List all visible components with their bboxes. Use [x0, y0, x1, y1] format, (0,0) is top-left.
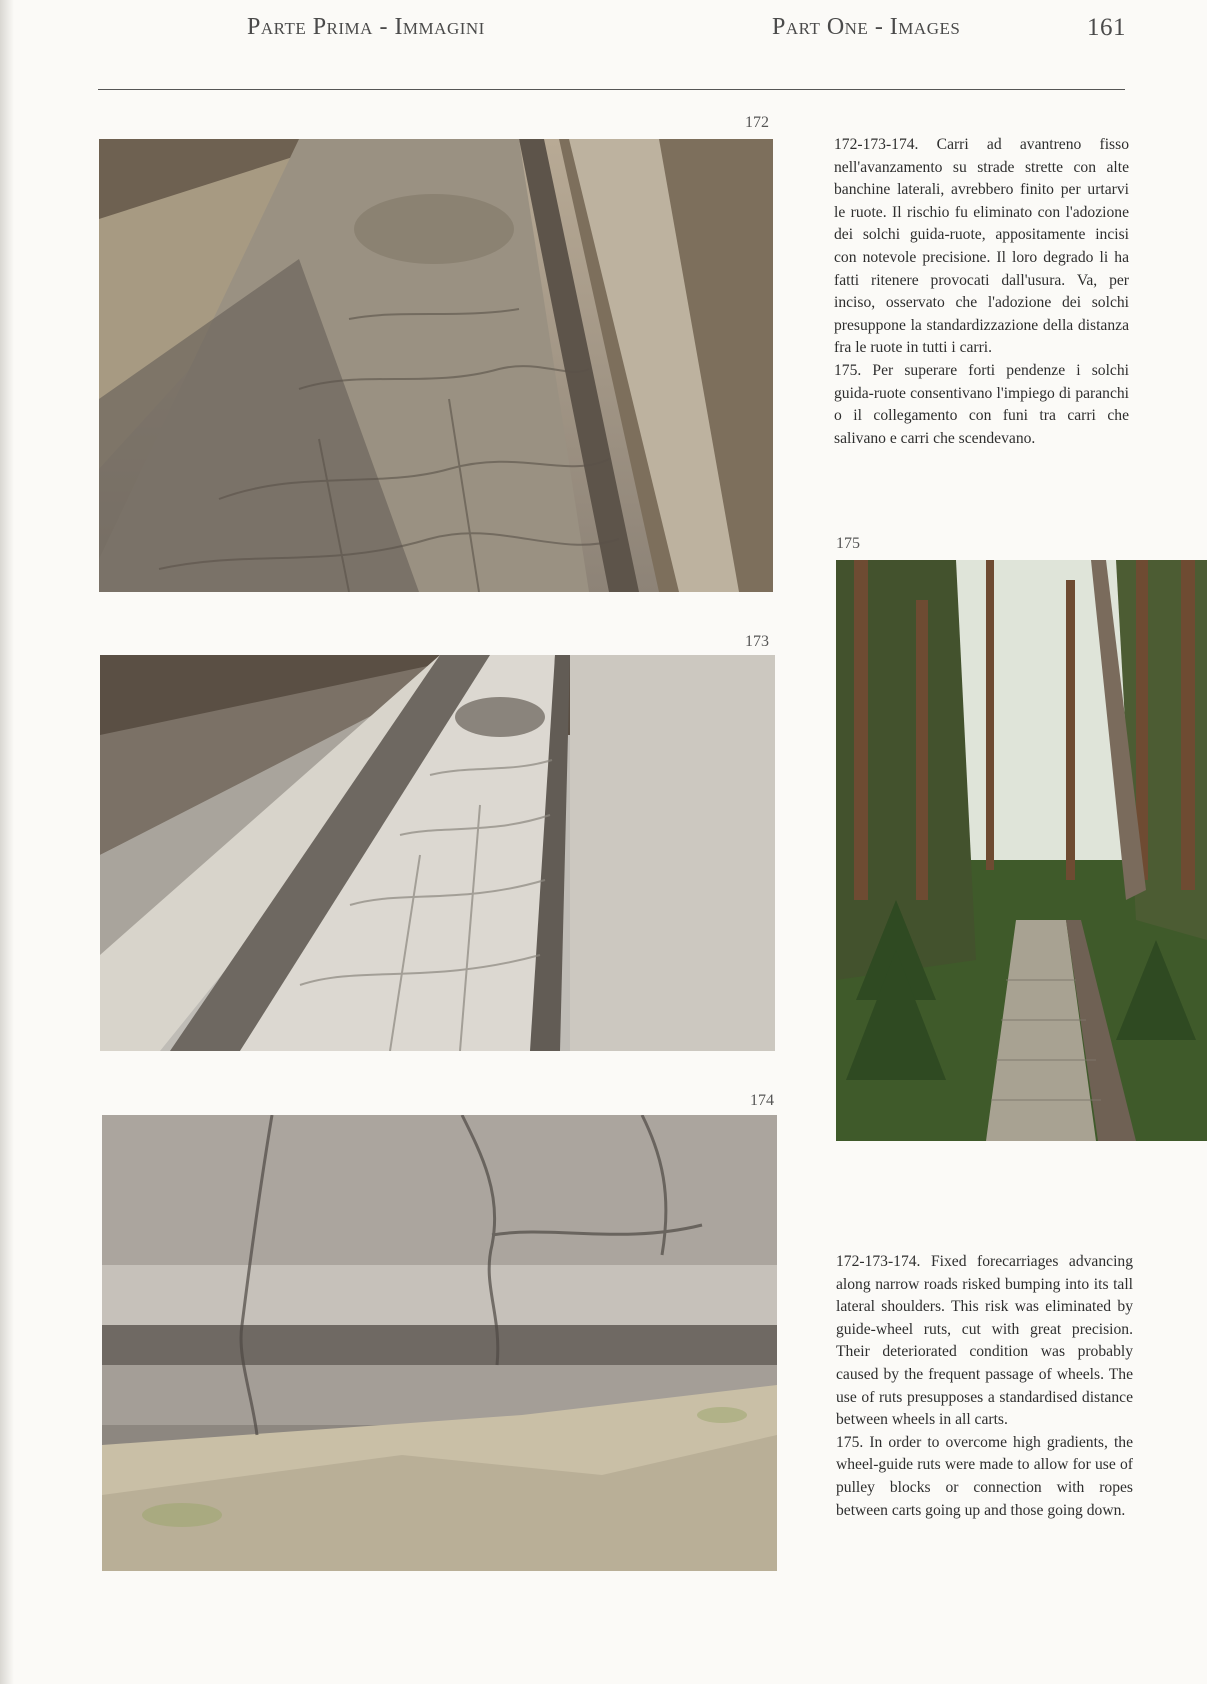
- photo-174-paving-stones-closeup: [102, 1115, 777, 1571]
- figure-number-173: 173: [745, 633, 769, 650]
- figure-number-175: 175: [836, 535, 860, 552]
- header-right-title: Part One - Images: [772, 14, 961, 40]
- header-left-title: Parte Prima - Immagini: [247, 14, 485, 40]
- caption-italian-paragraph-1: 172-173-174. Carri ad avantreno fisso nell'avanzamento su strade strette con alte banchine laterali, avrebbero finito per urtarvi le ruote. Il rischio fu eliminato con l'adozione dei solchi guida-ruote, appositamente incisi con notevole precisione. Il loro degrado li ha fatti ritenere provocati dall'usura. Va, per inciso, osservato che l'adozione dei solchi presuppone la standardizzazione della distanza fra le ruote in tutti i carri.: [834, 136, 1129, 357]
- photo-175-forest-path-ruts: [836, 560, 1207, 1141]
- page-number: 161: [1087, 14, 1126, 41]
- header-rule: [98, 89, 1125, 90]
- caption-italian: [834, 134, 1129, 450]
- caption-english-paragraph-2: 175. In order to overcome high gradients, the wheel-guide ruts were made to allow for use of pulley blocks or connection with ropes between carts going up and those going down.: [836, 1433, 1133, 1519]
- figure-number-172: 172: [745, 114, 769, 131]
- caption-english: [836, 1251, 1133, 1522]
- photo-172-roman-road-ruts: [99, 139, 773, 592]
- caption-italian-paragraph-2: 175. Per superare forti pendenze i solchi guida-ruote consentivano l'impiego di paranchi o il collegamento con funi tra carri che salivano e carri che scendevano.: [834, 361, 1129, 447]
- photo-173-roman-road-ruts: [100, 655, 775, 1051]
- figure-number-174: 174: [750, 1092, 774, 1109]
- page-edge-shadow: [0, 0, 14, 1684]
- caption-english-paragraph-1: 172-173-174. Fixed forecarriages advancing along narrow roads risked bumping into its tall lateral shoulders. This risk was eliminated by guide-wheel ruts, cut with great precision. Their deteriorated condition was probably caused by the frequent passage of wheels. The use of ruts presupposes a standardised distance between wheels in all carts.: [836, 1253, 1133, 1429]
